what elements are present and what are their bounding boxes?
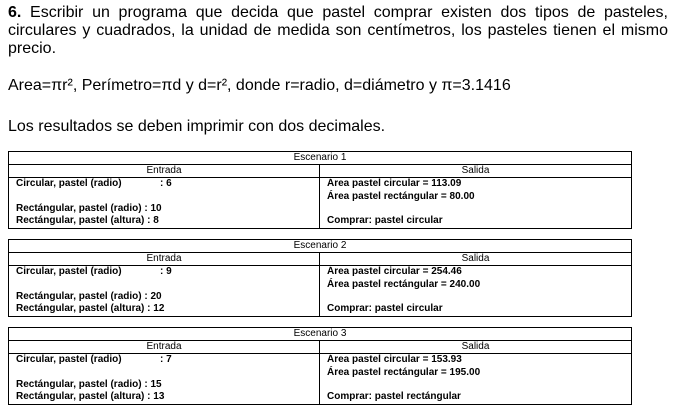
circular-radius-value: : 9 [160, 266, 172, 277]
circular-area-output: Área pastel circular = 113.09 [327, 178, 462, 189]
scenario-body-row [9, 354, 631, 404]
output-cell [320, 178, 631, 228]
scenario-table [8, 151, 632, 229]
circular-area-output: Área pastel circular = 153.93 [327, 354, 462, 365]
circular-radius-label: Circular, pastel (radio) [16, 354, 122, 365]
input-cell [9, 178, 320, 228]
problem-text: Escribir un programa que decida que pastel comprar existen dos tipos de pasteles, circulares y cuadrados, la unidad de medida son centímetros, los pasteles tienen el mismo precio. [8, 4, 668, 57]
circular-radius-label: Circular, pastel (radio) [16, 266, 122, 277]
circular-radius-value: : 6 [160, 178, 172, 189]
purchase-decision: Comprar: pastel circular [327, 303, 443, 314]
scenario-header-row [9, 165, 631, 178]
input-header: Entrada [9, 165, 320, 177]
scenario-header-row [9, 341, 631, 354]
formula-line: Area=πr², Perímetro=πd y d=r², donde r=radio, d=diámetro y π=3.1416 [8, 77, 511, 94]
input-cell [9, 354, 320, 404]
rect-radius-label: Rectángular, pastel (radio) : 20 [16, 291, 162, 302]
rect-radius-value: : 15 [144, 379, 162, 390]
decimals-note: Los resultados se deben imprimir con dos decimales. [8, 118, 386, 135]
rect-area-output: Área pastel rectángular = 240.00 [327, 279, 481, 290]
input-header: Entrada [9, 253, 320, 265]
scenario-body-row [9, 266, 631, 316]
purchase-decision: Comprar: pastel rectángular [327, 391, 461, 402]
rect-height-value: : 8 [147, 215, 159, 226]
rect-height-label: Rectángular, pastel (altura) : 8 [16, 215, 159, 226]
input-header: Entrada [9, 341, 320, 353]
input-cell [9, 266, 320, 316]
rect-height-label: Rectángular, pastel (altura) : 12 [16, 303, 165, 314]
rect-radius-value: : 20 [144, 291, 162, 302]
scenario-body-row [9, 178, 631, 228]
scenario-header-row [9, 253, 631, 266]
rect-height-value: : 13 [147, 391, 165, 402]
rect-height-value: : 12 [147, 303, 165, 314]
scenario-table [8, 239, 632, 317]
output-header: Salida [461, 253, 490, 264]
rect-radius-label: Rectángular, pastel (radio) : 15 [16, 379, 162, 390]
rect-radius-value: : 10 [144, 203, 162, 214]
scenario-title: Escenario 3 [9, 328, 631, 341]
problem-statement [8, 4, 668, 58]
purchase-decision: Comprar: pastel circular [327, 215, 443, 226]
scenario-table [8, 327, 632, 405]
rect-radius-label: Rectángular, pastel (radio) : 10 [16, 203, 162, 214]
circular-area-output: Área pastel circular = 254.46 [327, 266, 462, 277]
rect-height-label: Rectángular, pastel (altura) : 13 [16, 391, 165, 402]
rect-area-output: Área pastel rectángular = 80.00 [327, 191, 475, 202]
output-header: Salida [461, 165, 490, 176]
circular-radius-value: : 7 [160, 354, 172, 365]
output-header: Salida [461, 341, 490, 352]
circular-radius-label: Circular, pastel (radio) [16, 178, 122, 189]
problem-number: 6. [8, 4, 22, 21]
output-cell [320, 354, 631, 404]
output-cell [320, 266, 631, 316]
scenario-title: Escenario 1 [9, 152, 631, 165]
scenario-title: Escenario 2 [9, 240, 631, 253]
rect-area-output: Área pastel rectángular = 195.00 [327, 367, 481, 378]
